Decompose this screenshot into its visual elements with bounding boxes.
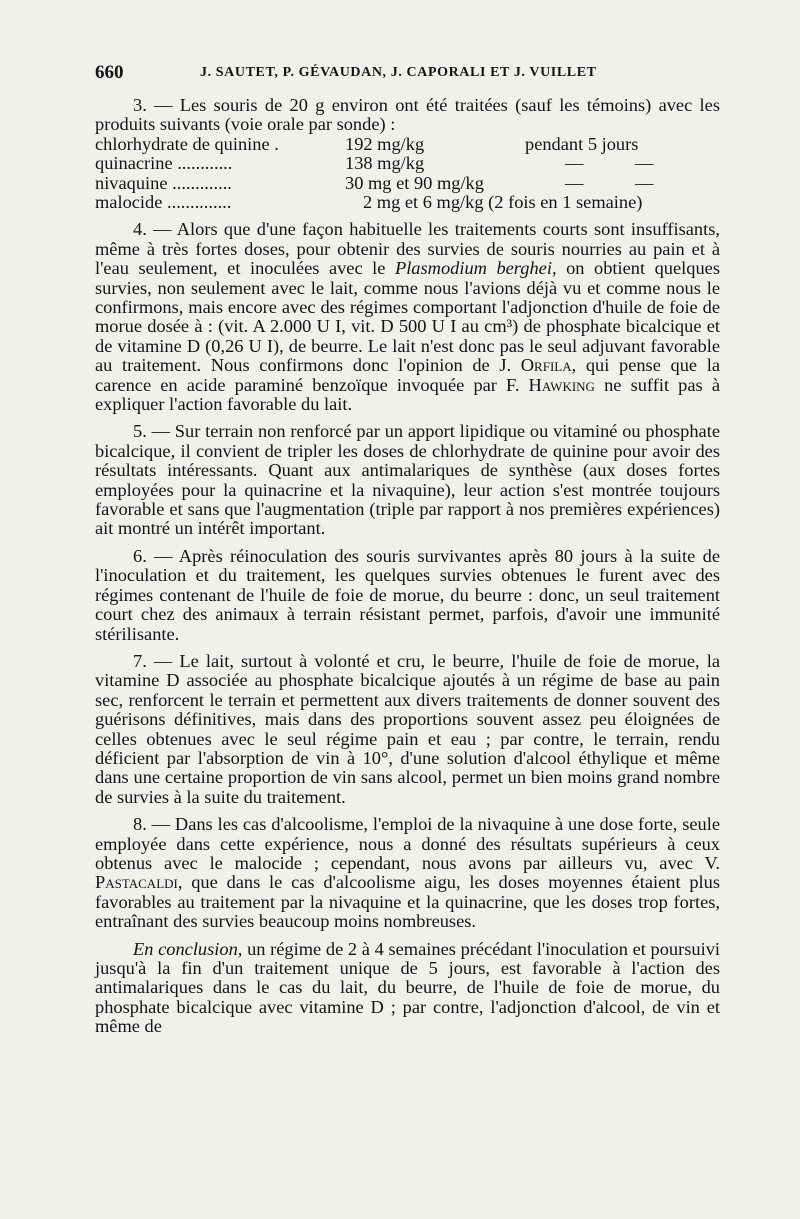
running-head: J. SAUTET, P. GÉVAUDAN, J. CAPORALI ET J. VUILLET <box>200 65 597 80</box>
conclusion-lead: En conclusion, <box>133 938 243 959</box>
drug-name: chlorhydrate de quinine . <box>95 133 279 154</box>
drug-name: nivaquine ............. <box>95 172 232 193</box>
text-run: ne suffit pas à expliquer l'action favorable du lait. <box>95 374 720 415</box>
ditto-mark: — <box>635 172 654 193</box>
table-row <box>95 174 720 193</box>
paragraph-8 <box>95 815 720 931</box>
treatment-table <box>95 135 720 213</box>
body-text <box>95 96 720 1037</box>
table-row <box>95 193 720 212</box>
paragraph-6: 6. — Après réinoculation des souris survivantes après 80 jours à la suite de l'inoculation et du traitement, les quelques survies obtenues le furent avec des régimes contenant de l'huile de foie de morue, du beurre : donc, un seul traitement court chez des animaux à terrain résistant permet, parfois, d'avoir une immunité stérilisante. <box>95 545 720 644</box>
page-number: 660 <box>95 62 124 83</box>
text-run: 8. — Dans les cas d'alcoolisme, l'emploi de la nivaquine à une dose forte, seule employée dans cette expérience, nous a donné des résultats supérieurs à ceux obtenus avec le malocide ; cependant, nous avons par ailleurs vu, avec V. <box>95 814 720 873</box>
drug-name: malocide .............. <box>95 191 232 212</box>
author-name: Orfila <box>520 355 572 376</box>
ditto-mark: — <box>565 153 584 174</box>
ditto-mark: — <box>635 153 654 174</box>
species-name: Plasmodium berghei, <box>394 258 557 279</box>
author-name: Pastacaldi <box>95 872 178 893</box>
text-run: on obtient quelques survies, non seulement avec le lait, comme nous l'avions déjà vu et comme nous le confirmons, mais encore avec des régimes comportant l'adjonction d'huile de foie de morue dosée à : (vit. A 2.000 U I, vit. D 500 U I au cm³) de phosphate bicalcique et de vitamine D (0,26 U I), de beurre. Le lait n'est donc pas le seul adjuvant favorable au traitement. Nous confirmons donc l'opinion de J. <box>95 258 720 376</box>
paragraph-3: 3. — Les souris de 20 g environ ont été traitées (sauf les témoins) avec les produits suivants (voie orale par sonde) : <box>95 95 720 135</box>
drug-name: quinacrine ............ <box>95 153 233 174</box>
ditto-mark: — <box>565 172 584 193</box>
text-run: , qui pense que la carence en acide paraminé benzoïque invoquée par F. <box>95 355 720 395</box>
drug-dose: 192 mg/kg <box>345 133 425 154</box>
page-header <box>95 62 720 84</box>
conclusion-paragraph <box>95 940 720 1037</box>
drug-dose: 30 mg et 90 mg/kg <box>345 172 484 193</box>
text-run: , que dans le cas d'alcoolisme aigu, les doses moyennes étaient plus favorables au traitement par la nivaquine et la quinacrine, que les doses trop fortes, entraînant des survies beaucoup moins nombreuses. <box>95 872 720 932</box>
author-name: Hawking <box>528 374 595 395</box>
table-row <box>95 154 720 173</box>
table-row <box>95 135 720 154</box>
treatment-period: pendant 5 jours <box>525 133 639 154</box>
paragraph-7: 7. — Le lait, surtout à volonté et cru, le beurre, l'huile de foie de morue, la vitamine D associée au phosphate bicalcique ajoutés à un régime de base au pain sec, renforcent le terrain et permettent aux divers traitements de donner souvent des guérisons définitives, mais dans des proportions souvent assez peu éloignées de celles obtenues avec le seul régime pain et eau ; par contre, le terrain, rendu déficient par l'absorption de vin à 10°, d'une solution d'alcool éthylique et même dans une certaine proportion de vin sans alcool, permet un bien moins grand nombre de survies à la suite du traitement. <box>95 650 720 807</box>
paragraph-4 <box>95 220 720 414</box>
paragraph-5: 5. — Sur terrain non renforcé par un apport lipidique ou vitaminé ou phosphate bicalcique, il convient de tripler les doses de chlorhydrate de quinine pour avoir des résultats intéressants. Quant aux antimalariques de synthèse (aux doses fortes employées pour la quinacrine et la nivaquine), leur action s'est montrée toujours favorable et sans que l'augmentation (triple par rapport à nos premières expériences) ait montré un intérêt important. <box>95 421 720 539</box>
text-run: 4. — Alors que d'une façon habituelle les traitements courts sont insuffisants, même à très fortes doses, pour obtenir des survies de souris nourries au pain et à l'eau seulement, et inoculées avec le <box>95 219 720 279</box>
drug-dose: 2 mg et 6 mg/kg (2 fois en 1 semaine) <box>363 191 643 212</box>
drug-dose: 138 mg/kg <box>345 153 425 174</box>
text-run: un régime de 2 à 4 semaines précédant l'inoculation et poursuivi jusqu'à la fin d'un traitement unique de 5 jours, est favorable à l'action des antimalariques dans le cas du lait, du beurre, de l'huile de foie de morue, du phosphate bicalcique avec vitamine D ; par contre, l'adjonction d'alcool, de vin et même de <box>95 938 720 1037</box>
